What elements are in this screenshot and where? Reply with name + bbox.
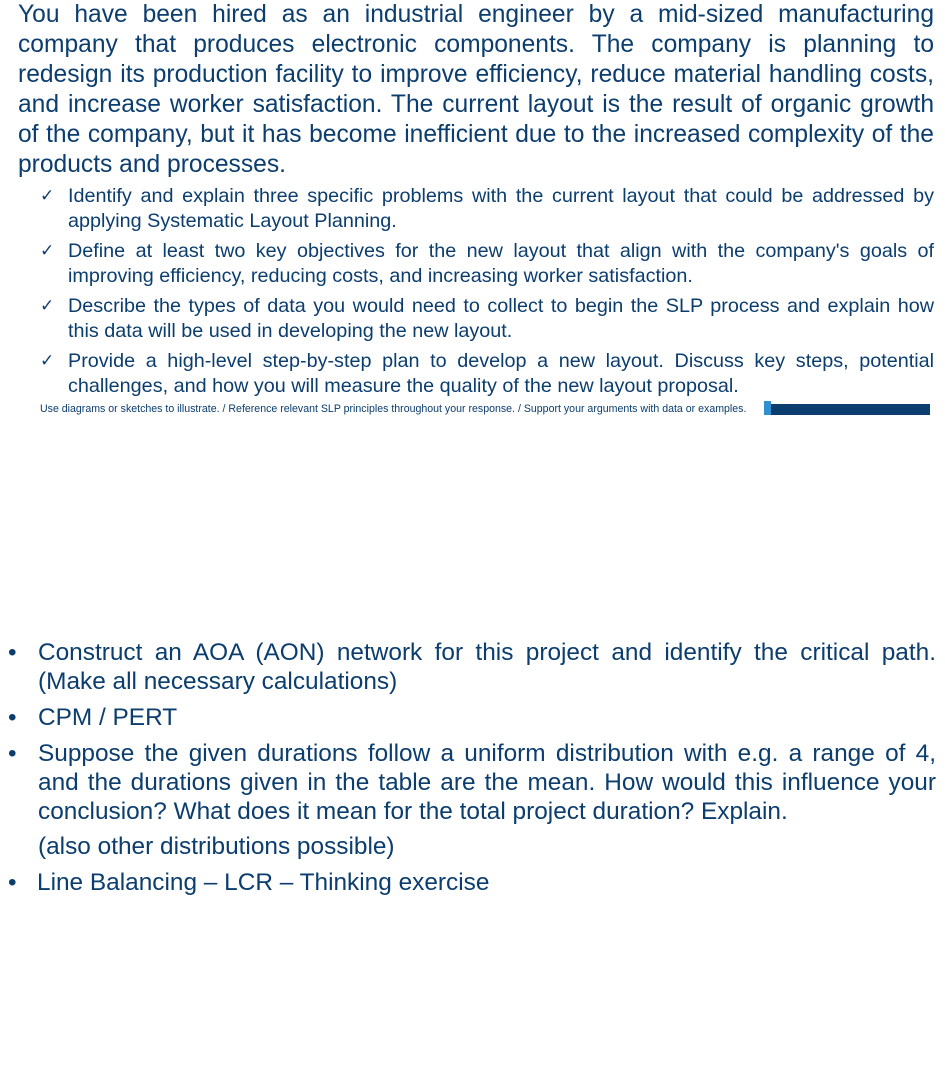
bullet-icon: • (8, 740, 17, 767)
bullet-item-line-balancing (8, 868, 936, 897)
checkmark-icon: ✓ (40, 296, 55, 316)
exercise-bullets (8, 638, 936, 904)
intro-paragraph: You have been hired as an industrial engineer by a mid-sized manufacturing company that produces electronic components. The company is planning to redesign its production facility to improve efficiency, reduce material handling costs, and increase worker satisfaction. The current layout is the result of organic growth of the company, but it has become inefficient due to the increased complexity of the products and processes. (18, 1, 934, 178)
bullet-text: (also other distributions possible) (38, 833, 395, 860)
instructions-note: Use diagrams or sketches to illustrate. / Reference relevant SLP principles throughout your response. / Support your arguments with data or examples. (40, 403, 747, 415)
checklist-item-text: Identify and explain three specific problems with the current layout that could be addressed by applying Systematic Layout Planning. (68, 185, 934, 232)
checklist-item-text: Define at least two key objectives for the new layout that align with the company's goals of improving efficiency, reducing costs, and increasing worker satisfaction. (68, 240, 934, 287)
bullet-icon: • (8, 704, 17, 731)
bullet-text: Construct an AOA (AON) network for this project and identify the critical path. (Make all necessary calculations) (38, 639, 936, 695)
bullet-continuation-other-distributions (8, 832, 936, 861)
checkmark-icon: ✓ (40, 186, 55, 206)
accent-bar-dark (771, 404, 930, 415)
bullet-item-aoa-network (8, 638, 936, 696)
bullet-text: Suppose the given durations follow a uniform distribution with e.g. a range of 4, and the durations given in the table are the mean. How would this influence your conclusion? What does it mean for the total project duration? Explain. (38, 740, 936, 825)
task-checklist (40, 184, 934, 404)
bullet-icon: • (8, 869, 17, 896)
bullet-item-cpm-pert (8, 703, 936, 732)
checklist-item (40, 239, 934, 289)
checklist-item-text: Provide a high-level step-by-step plan to develop a new layout. Discuss key steps, potential challenges, and how you will measure the quality of the new layout proposal. (68, 350, 934, 397)
bullet-text: Line Balancing – LCR – Thinking exercise (37, 869, 490, 896)
accent-bar (764, 401, 930, 415)
checkmark-icon: ✓ (40, 351, 55, 371)
checkmark-icon: ✓ (40, 241, 55, 261)
bullet-icon: • (8, 639, 17, 666)
checklist-item (40, 294, 934, 344)
checklist-item (40, 184, 934, 234)
checklist-item (40, 349, 934, 399)
bullet-item-uniform-distribution (8, 739, 936, 826)
accent-bar-light (764, 401, 771, 415)
checklist-item-text: Describe the types of data you would need to collect to begin the SLP process and explain how this data will be used in developing the new layout. (68, 295, 934, 342)
bullet-text: CPM / PERT (38, 704, 178, 731)
